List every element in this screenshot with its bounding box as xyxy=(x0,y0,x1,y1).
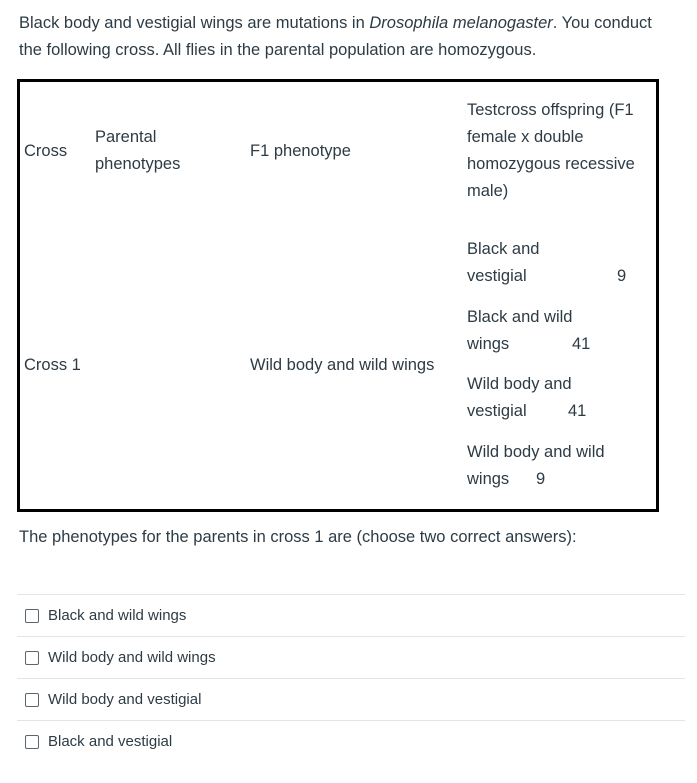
header-testcross-line3: homozygous recessive xyxy=(467,155,635,173)
header-testcross-line1: Testcross offspring (F1 xyxy=(467,101,634,119)
checkbox[interactable] xyxy=(25,651,39,665)
header-parental-line2: phenotypes xyxy=(95,155,181,173)
offspring-line1: Black and wild xyxy=(467,308,573,326)
offspring-black-wild xyxy=(467,304,591,358)
species-name: Drosophila melanogaster xyxy=(369,14,553,32)
answer-option[interactable] xyxy=(17,594,685,636)
offspring-line1: Black and xyxy=(467,240,540,258)
offspring-wild-vestigial xyxy=(467,371,587,425)
cross-table xyxy=(17,79,659,512)
header-f1: F1 phenotype xyxy=(250,142,351,160)
answer-option[interactable] xyxy=(17,636,685,678)
offspring-line2-text: vestigial xyxy=(467,402,527,420)
row-f1-phenotype: Wild body and wild wings xyxy=(250,356,435,374)
offspring-count: 9 xyxy=(617,267,627,285)
header-testcross-line2: female x double xyxy=(467,128,584,146)
answer-label: Wild body and wild wings xyxy=(48,649,216,666)
offspring-black-vestigial xyxy=(467,236,627,290)
answer-list xyxy=(17,594,685,762)
offspring-count: 41 xyxy=(568,402,587,420)
intro-text-1: Black body and vestigial wings are mutations in xyxy=(19,14,370,32)
offspring-count: 9 xyxy=(536,470,546,488)
header-testcross xyxy=(467,97,635,205)
answer-option[interactable] xyxy=(17,678,685,720)
offspring-line1: Wild body and xyxy=(467,375,572,393)
offspring-wild-wild xyxy=(467,439,605,493)
offspring-line1: Wild body and wild xyxy=(467,443,605,461)
question-prompt: The phenotypes for the parents in cross 1 are (choose two correct answers): xyxy=(19,528,577,546)
header-parental xyxy=(95,124,180,178)
answer-option[interactable] xyxy=(17,720,685,762)
answer-label: Black and wild wings xyxy=(48,607,187,624)
offspring-line2 xyxy=(467,263,627,290)
offspring-line2 xyxy=(467,398,587,425)
offspring-line2-text: vestigial xyxy=(467,267,527,285)
answer-label: Wild body and vestigial xyxy=(48,691,202,708)
header-parental-line1: Parental xyxy=(95,128,157,146)
intro-text-2: . You conduct the following cross. All flies in the parental population are homozygous. xyxy=(19,14,652,59)
answer-label: Black and vestigial xyxy=(48,733,173,750)
offspring-line2-text: wings xyxy=(467,335,510,353)
checkbox[interactable] xyxy=(25,693,39,707)
checkbox[interactable] xyxy=(25,735,39,749)
question-intro xyxy=(19,10,679,64)
header-cross: Cross xyxy=(24,142,68,160)
header-testcross-line4: male) xyxy=(467,182,509,200)
row-cross-label: Cross 1 xyxy=(24,356,81,374)
offspring-line2-text: wings xyxy=(467,470,510,488)
checkbox[interactable] xyxy=(25,609,39,623)
offspring-line2 xyxy=(467,331,591,358)
offspring-count: 41 xyxy=(572,335,591,353)
offspring-line2 xyxy=(467,466,605,493)
